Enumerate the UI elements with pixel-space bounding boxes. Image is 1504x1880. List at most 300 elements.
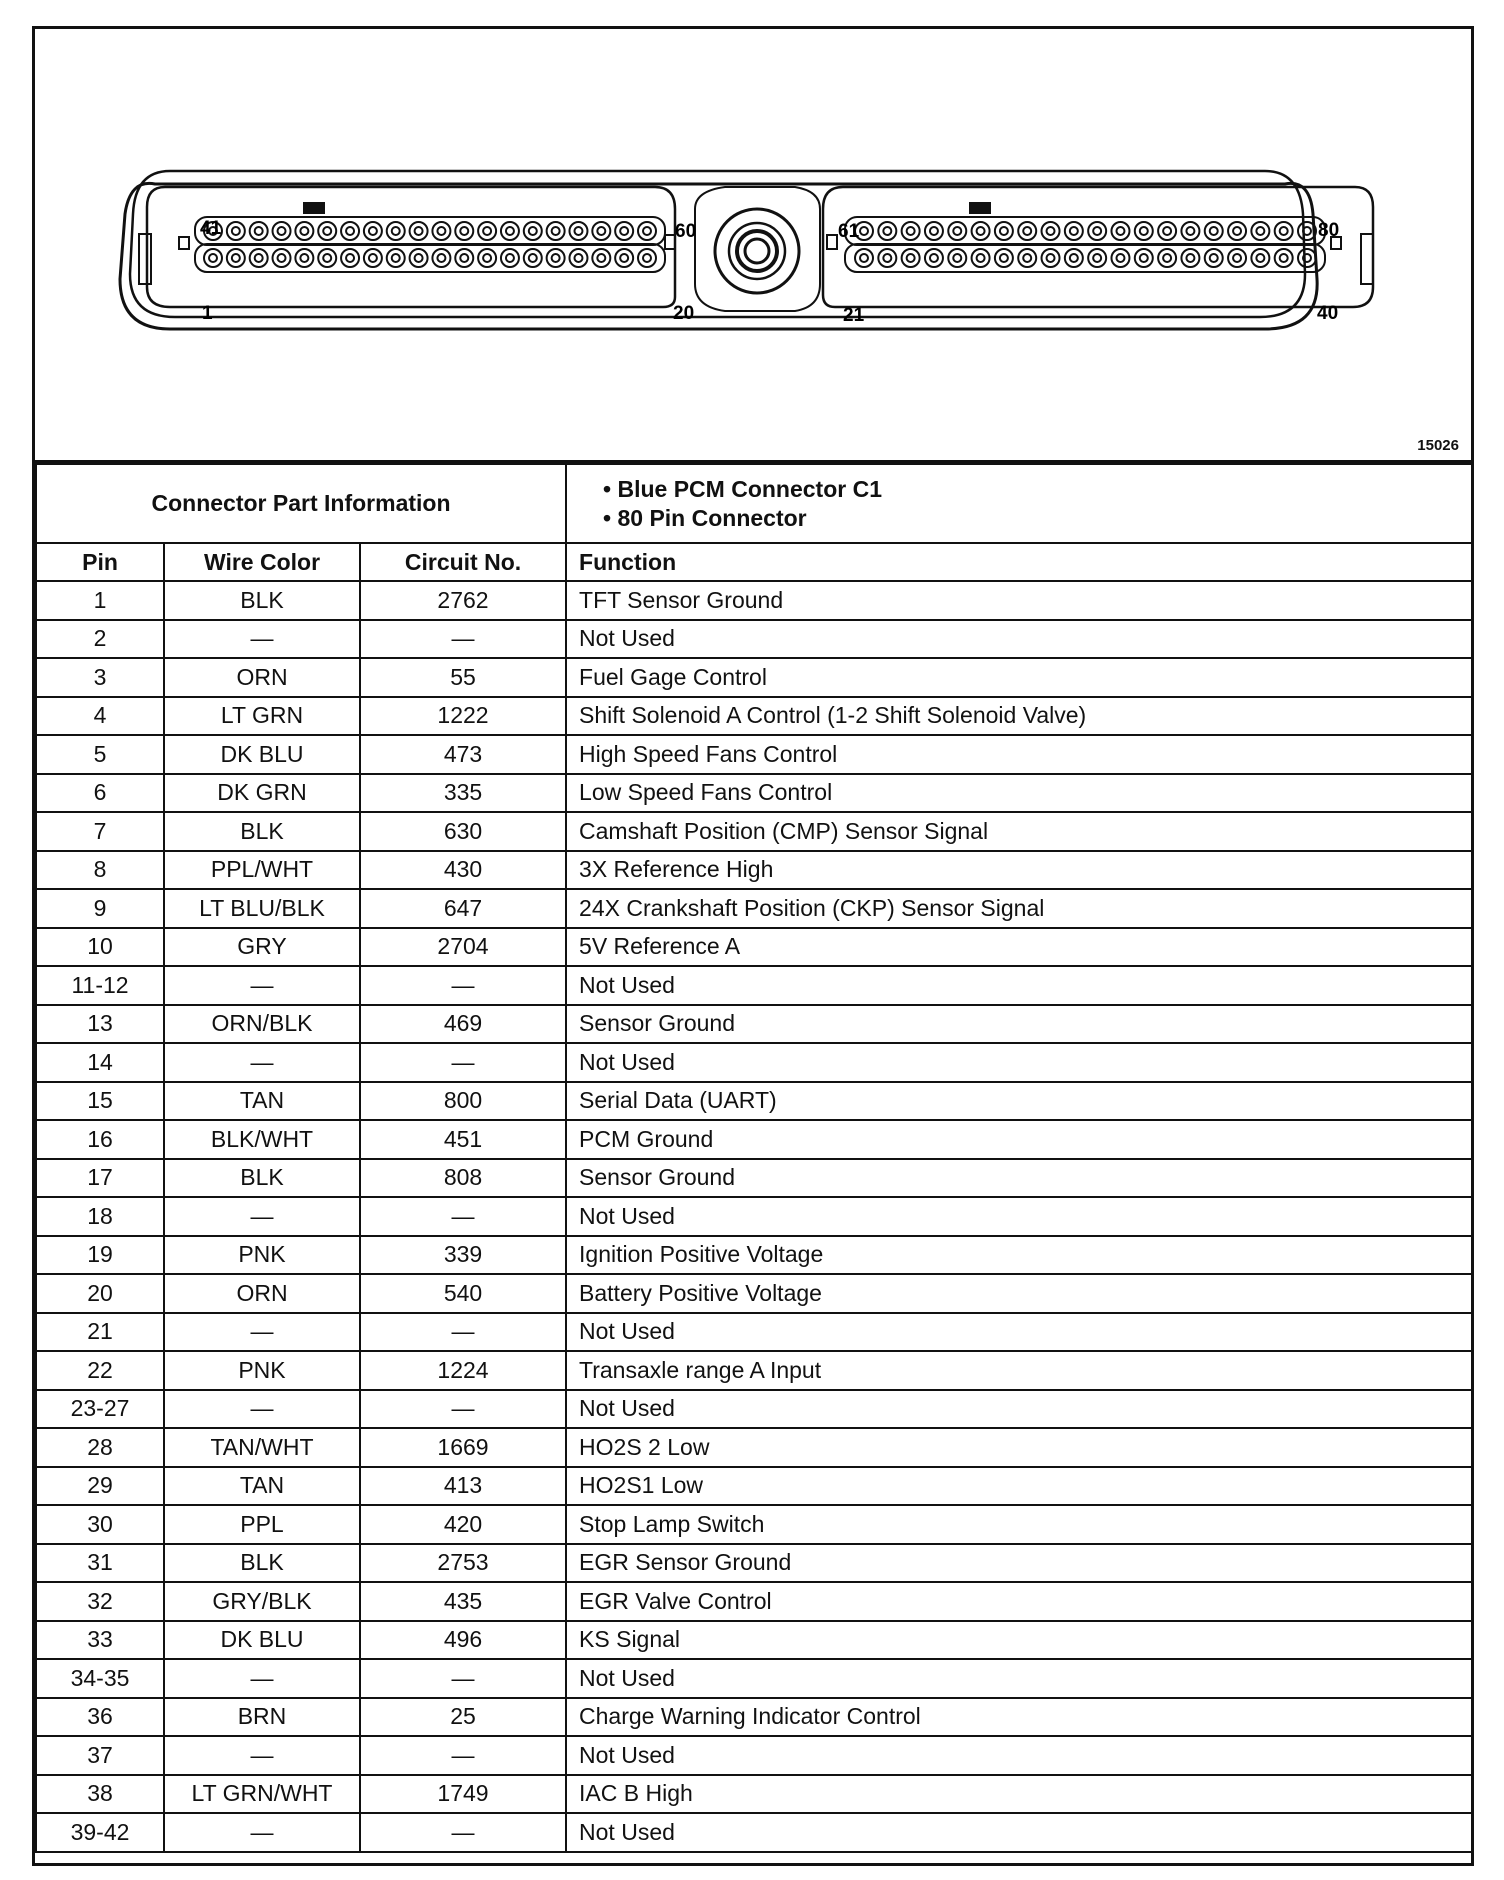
table-row bbox=[36, 1698, 1472, 1737]
left-key-tab bbox=[303, 202, 325, 214]
circuit-cell: — bbox=[360, 1813, 566, 1852]
pin-socket-hole bbox=[323, 254, 331, 262]
circuit-cell: 1749 bbox=[360, 1775, 566, 1814]
pin-socket-hole bbox=[1140, 227, 1148, 235]
pin-socket-hole bbox=[1163, 227, 1171, 235]
pin-socket-hole bbox=[483, 254, 491, 262]
circuit-cell: 420 bbox=[360, 1505, 566, 1544]
pin-socket bbox=[501, 249, 519, 267]
pin-socket bbox=[592, 222, 610, 240]
pin-socket-hole bbox=[597, 254, 605, 262]
pin-socket-hole bbox=[1210, 227, 1218, 235]
pin-socket-hole bbox=[930, 254, 938, 262]
pin-socket bbox=[1135, 249, 1153, 267]
left-bottom-row-rail bbox=[195, 244, 665, 272]
circuit-cell: 630 bbox=[360, 812, 566, 851]
pin-socket bbox=[501, 222, 519, 240]
table-row bbox=[36, 697, 1472, 736]
pin-socket-hole bbox=[1186, 254, 1194, 262]
pin-socket bbox=[995, 222, 1013, 240]
table-row bbox=[36, 1621, 1472, 1660]
wire-color-cell: ORN/BLK bbox=[164, 1005, 360, 1044]
wire-color-cell: PPL/WHT bbox=[164, 851, 360, 890]
pin-socket-hole bbox=[255, 254, 263, 262]
pin-cell: 14 bbox=[36, 1043, 164, 1082]
pin-socket-hole bbox=[907, 227, 915, 235]
pin-socket-hole bbox=[1140, 254, 1148, 262]
wire-color-cell: DK GRN bbox=[164, 774, 360, 813]
table-row bbox=[36, 1351, 1472, 1390]
wire-color-cell: TAN/WHT bbox=[164, 1428, 360, 1467]
pin-cell: 5 bbox=[36, 735, 164, 774]
connector-info-bullets bbox=[566, 464, 1472, 543]
right-bottom-row-rail bbox=[845, 244, 1325, 272]
pin-socket bbox=[1111, 222, 1129, 240]
pin-socket-hole bbox=[1093, 227, 1101, 235]
table-row bbox=[36, 1467, 1472, 1506]
function-cell: IAC B High bbox=[566, 1775, 1472, 1814]
wire-color-cell: PNK bbox=[164, 1236, 360, 1275]
pin-cell: 36 bbox=[36, 1698, 164, 1737]
pin-socket-hole bbox=[977, 227, 985, 235]
pin-socket-hole bbox=[1233, 254, 1241, 262]
pin-socket bbox=[364, 249, 382, 267]
wire-color-cell: ORN bbox=[164, 1274, 360, 1313]
function-cell: 5V Reference A bbox=[566, 928, 1472, 967]
pin-socket bbox=[1205, 222, 1223, 240]
pin-socket-hole bbox=[300, 254, 308, 262]
circuit-cell: — bbox=[360, 1197, 566, 1236]
pin-socket-hole bbox=[620, 227, 628, 235]
circuit-cell: 451 bbox=[360, 1120, 566, 1159]
circuit-cell: 55 bbox=[360, 658, 566, 697]
pin-label-80: 80 bbox=[1318, 220, 1340, 241]
wire-color-cell: BLK bbox=[164, 1159, 360, 1198]
function-cell: EGR Valve Control bbox=[566, 1582, 1472, 1621]
circuit-cell: 339 bbox=[360, 1236, 566, 1275]
pin-socket-hole bbox=[552, 254, 560, 262]
table-row bbox=[36, 1159, 1472, 1198]
circuit-cell: — bbox=[360, 1659, 566, 1698]
function-cell: Battery Positive Voltage bbox=[566, 1274, 1472, 1313]
function-cell: Fuel Gage Control bbox=[566, 658, 1472, 697]
left-latch-right bbox=[665, 235, 675, 249]
pin-socket-hole bbox=[278, 227, 286, 235]
pin-socket bbox=[1275, 249, 1293, 267]
pin-socket bbox=[902, 249, 920, 267]
pin-cell: 2 bbox=[36, 620, 164, 659]
function-cell: 3X Reference High bbox=[566, 851, 1472, 890]
pin-socket bbox=[1181, 249, 1199, 267]
right-top-row-rail bbox=[845, 217, 1325, 245]
pin-label-21: 21 bbox=[843, 305, 865, 326]
wire-color-cell: DK BLU bbox=[164, 735, 360, 774]
pin-socket bbox=[1135, 222, 1153, 240]
pin-socket-hole bbox=[953, 227, 961, 235]
pin-socket-hole bbox=[209, 254, 217, 262]
circuit-cell: 25 bbox=[360, 1698, 566, 1737]
document-frame bbox=[32, 26, 1474, 1866]
pin-socket-hole bbox=[529, 227, 537, 235]
pin-socket bbox=[1042, 249, 1060, 267]
wire-color-cell: BRN bbox=[164, 1698, 360, 1737]
pin-socket bbox=[948, 249, 966, 267]
pin-socket-hole bbox=[860, 254, 868, 262]
pin-socket bbox=[1205, 249, 1223, 267]
header-pin: Pin bbox=[36, 543, 164, 581]
pin-socket bbox=[387, 249, 405, 267]
pin-socket-hole bbox=[1093, 254, 1101, 262]
wire-color-cell: — bbox=[164, 966, 360, 1005]
pin-label-61: 61 bbox=[838, 221, 860, 242]
pin-socket bbox=[364, 222, 382, 240]
pin-socket-hole bbox=[437, 254, 445, 262]
left-side-clip bbox=[139, 234, 151, 284]
function-cell: Transaxle range A Input bbox=[566, 1351, 1472, 1390]
pin-cell: 4 bbox=[36, 697, 164, 736]
pin-socket bbox=[295, 249, 313, 267]
pin-socket bbox=[1181, 222, 1199, 240]
pin-socket-hole bbox=[415, 254, 423, 262]
pin-cell: 8 bbox=[36, 851, 164, 890]
pin-socket bbox=[1228, 249, 1246, 267]
function-cell: Shift Solenoid A Control (1-2 Shift Solenoid Valve) bbox=[566, 697, 1472, 736]
pin-cell: 21 bbox=[36, 1313, 164, 1352]
table-header-row bbox=[36, 543, 1472, 581]
circuit-cell: 2762 bbox=[360, 581, 566, 620]
wire-color-cell: GRY bbox=[164, 928, 360, 967]
pin-socket bbox=[972, 249, 990, 267]
pin-socket bbox=[273, 249, 291, 267]
pin-socket-hole bbox=[392, 227, 400, 235]
pin-socket bbox=[878, 249, 896, 267]
pin-cell: 3 bbox=[36, 658, 164, 697]
function-cell: KS Signal bbox=[566, 1621, 1472, 1660]
function-cell: Not Used bbox=[566, 1197, 1472, 1236]
function-cell: Sensor Ground bbox=[566, 1159, 1472, 1198]
pin-socket bbox=[1158, 222, 1176, 240]
circuit-cell: 435 bbox=[360, 1582, 566, 1621]
pin-socket-hole bbox=[1116, 254, 1124, 262]
pin-socket-hole bbox=[977, 254, 985, 262]
pin-socket-hole bbox=[643, 227, 651, 235]
pin-socket bbox=[925, 222, 943, 240]
left-latch bbox=[179, 237, 189, 249]
circuit-cell: 335 bbox=[360, 774, 566, 813]
function-cell: Ignition Positive Voltage bbox=[566, 1236, 1472, 1275]
pin-socket bbox=[592, 249, 610, 267]
circuit-cell: — bbox=[360, 1313, 566, 1352]
pin-socket bbox=[1275, 222, 1293, 240]
pin-socket bbox=[250, 222, 268, 240]
connector-info-bullet: • Blue PCM Connector C1 bbox=[603, 475, 882, 502]
function-cell: Not Used bbox=[566, 1813, 1472, 1852]
pin-label-60: 60 bbox=[675, 221, 697, 242]
pin-socket-hole bbox=[930, 227, 938, 235]
circuit-cell: — bbox=[360, 1043, 566, 1082]
pin-socket bbox=[902, 222, 920, 240]
pin-socket bbox=[638, 249, 656, 267]
pin-socket bbox=[995, 249, 1013, 267]
circuit-cell: 647 bbox=[360, 889, 566, 928]
pin-socket-hole bbox=[1023, 227, 1031, 235]
table-row bbox=[36, 1274, 1472, 1313]
function-cell: TFT Sensor Ground bbox=[566, 581, 1472, 620]
pin-socket bbox=[524, 222, 542, 240]
header-function: Function bbox=[566, 543, 1472, 581]
function-cell: Not Used bbox=[566, 1736, 1472, 1775]
pin-cell: 34-35 bbox=[36, 1659, 164, 1698]
circuit-cell: 1224 bbox=[360, 1351, 566, 1390]
circuit-cell: — bbox=[360, 1390, 566, 1429]
pin-socket-hole bbox=[369, 227, 377, 235]
function-cell: 24X Crankshaft Position (CKP) Sensor Signal bbox=[566, 889, 1472, 928]
wire-color-cell: — bbox=[164, 1313, 360, 1352]
pin-socket-hole bbox=[1210, 254, 1218, 262]
pin-socket bbox=[638, 222, 656, 240]
function-cell: Not Used bbox=[566, 1390, 1472, 1429]
pin-socket-hole bbox=[620, 254, 628, 262]
pin-socket-hole bbox=[860, 227, 868, 235]
pin-socket-hole bbox=[323, 227, 331, 235]
circuit-cell: 540 bbox=[360, 1274, 566, 1313]
function-cell: Not Used bbox=[566, 966, 1472, 1005]
pin-socket-hole bbox=[597, 227, 605, 235]
pin-socket bbox=[925, 249, 943, 267]
pin-socket-hole bbox=[1163, 254, 1171, 262]
function-cell: Not Used bbox=[566, 1043, 1472, 1082]
pin-cell: 19 bbox=[36, 1236, 164, 1275]
pin-socket-hole bbox=[1280, 254, 1288, 262]
right-latch-left bbox=[827, 235, 837, 249]
table-row bbox=[36, 735, 1472, 774]
wire-color-cell: LT GRN bbox=[164, 697, 360, 736]
table-row bbox=[36, 1120, 1472, 1159]
table-row bbox=[36, 1236, 1472, 1275]
table-row bbox=[36, 1005, 1472, 1044]
table-row bbox=[36, 774, 1472, 813]
circuit-cell: 496 bbox=[360, 1621, 566, 1660]
circuit-cell: — bbox=[360, 966, 566, 1005]
pin-socket-hole bbox=[574, 227, 582, 235]
circuit-cell: 469 bbox=[360, 1005, 566, 1044]
pin-socket-hole bbox=[278, 254, 286, 262]
pin-socket bbox=[455, 222, 473, 240]
pin-cell: 6 bbox=[36, 774, 164, 813]
circuit-cell: 413 bbox=[360, 1467, 566, 1506]
function-cell: Not Used bbox=[566, 1659, 1472, 1698]
pin-cell: 22 bbox=[36, 1351, 164, 1390]
table-row bbox=[36, 658, 1472, 697]
pin-socket bbox=[1111, 249, 1129, 267]
pin-socket bbox=[1018, 249, 1036, 267]
pin-socket-hole bbox=[1000, 254, 1008, 262]
pin-cell: 20 bbox=[36, 1274, 164, 1313]
pin-cell: 17 bbox=[36, 1159, 164, 1198]
pin-cell: 38 bbox=[36, 1775, 164, 1814]
wire-color-cell: — bbox=[164, 1390, 360, 1429]
pin-socket bbox=[1251, 249, 1269, 267]
function-cell: High Speed Fans Control bbox=[566, 735, 1472, 774]
pin-socket-hole bbox=[529, 254, 537, 262]
pin-socket-hole bbox=[1186, 227, 1194, 235]
pin-cell: 15 bbox=[36, 1082, 164, 1121]
pin-cell: 37 bbox=[36, 1736, 164, 1775]
pin-socket bbox=[387, 222, 405, 240]
pin-socket bbox=[455, 249, 473, 267]
wire-color-cell: — bbox=[164, 620, 360, 659]
pin-socket bbox=[227, 222, 245, 240]
bolt-center bbox=[745, 239, 769, 263]
pin-socket bbox=[273, 222, 291, 240]
pin-socket-hole bbox=[574, 254, 582, 262]
pin-socket bbox=[341, 222, 359, 240]
pin-cell: 32 bbox=[36, 1582, 164, 1621]
circuit-cell: — bbox=[360, 620, 566, 659]
pin-socket-hole bbox=[1070, 227, 1078, 235]
function-cell: Camshaft Position (CMP) Sensor Signal bbox=[566, 812, 1472, 851]
pin-socket-hole bbox=[415, 227, 423, 235]
pin-socket bbox=[318, 222, 336, 240]
table-row bbox=[36, 1197, 1472, 1236]
pin-cell: 23-27 bbox=[36, 1390, 164, 1429]
pin-socket bbox=[569, 222, 587, 240]
circuit-cell: 430 bbox=[360, 851, 566, 890]
pin-cell: 33 bbox=[36, 1621, 164, 1660]
pin-socket bbox=[615, 222, 633, 240]
pin-socket-hole bbox=[392, 254, 400, 262]
right-side-clip bbox=[1361, 234, 1373, 284]
wire-color-cell: — bbox=[164, 1659, 360, 1698]
pin-cell: 29 bbox=[36, 1467, 164, 1506]
pin-socket-hole bbox=[232, 227, 240, 235]
table-row bbox=[36, 1813, 1472, 1852]
circuit-cell: 808 bbox=[360, 1159, 566, 1198]
wire-color-cell: DK BLU bbox=[164, 1621, 360, 1660]
table-row bbox=[36, 1659, 1472, 1698]
wire-color-cell: PNK bbox=[164, 1351, 360, 1390]
pin-cell: 39-42 bbox=[36, 1813, 164, 1852]
left-top-row-rail bbox=[195, 217, 665, 245]
pin-socket-hole bbox=[1047, 227, 1055, 235]
circuit-cell: 1222 bbox=[360, 697, 566, 736]
pin-socket-hole bbox=[506, 227, 514, 235]
pin-cell: 10 bbox=[36, 928, 164, 967]
circuit-cell: 473 bbox=[360, 735, 566, 774]
pin-socket bbox=[432, 222, 450, 240]
pin-socket bbox=[948, 222, 966, 240]
wire-color-cell: GRY/BLK bbox=[164, 1582, 360, 1621]
table-row bbox=[36, 581, 1472, 620]
pin-cell: 28 bbox=[36, 1428, 164, 1467]
pin-socket bbox=[1228, 222, 1246, 240]
header-circuit: Circuit No. bbox=[360, 543, 566, 581]
pin-socket bbox=[615, 249, 633, 267]
table-row bbox=[36, 1082, 1472, 1121]
table-body bbox=[36, 581, 1472, 1852]
pin-socket bbox=[547, 249, 565, 267]
wire-color-cell: — bbox=[164, 1813, 360, 1852]
header-wire-color: Wire Color bbox=[164, 543, 360, 581]
wire-color-cell: LT BLU/BLK bbox=[164, 889, 360, 928]
pin-socket-hole bbox=[883, 227, 891, 235]
wire-color-cell: ORN bbox=[164, 658, 360, 697]
pin-socket bbox=[1088, 249, 1106, 267]
pin-label-41: 41 bbox=[200, 218, 222, 239]
wire-color-cell: BLK bbox=[164, 1544, 360, 1583]
function-cell: Stop Lamp Switch bbox=[566, 1505, 1472, 1544]
pin-socket bbox=[878, 222, 896, 240]
pin-cell: 18 bbox=[36, 1197, 164, 1236]
circuit-cell: 800 bbox=[360, 1082, 566, 1121]
pin-socket-hole bbox=[552, 227, 560, 235]
table-row bbox=[36, 928, 1472, 967]
pin-cell: 30 bbox=[36, 1505, 164, 1544]
pin-socket bbox=[478, 222, 496, 240]
pin-socket-hole bbox=[1256, 254, 1264, 262]
pin-socket bbox=[1018, 222, 1036, 240]
function-cell: EGR Sensor Ground bbox=[566, 1544, 1472, 1583]
pin-socket bbox=[1298, 249, 1316, 267]
pin-socket-hole bbox=[300, 227, 308, 235]
function-cell: HO2S1 Low bbox=[566, 1467, 1472, 1506]
wire-color-cell: — bbox=[164, 1197, 360, 1236]
circuit-cell: — bbox=[360, 1736, 566, 1775]
pin-socket bbox=[341, 249, 359, 267]
pin-socket bbox=[478, 249, 496, 267]
pin-socket bbox=[855, 249, 873, 267]
function-cell: Sensor Ground bbox=[566, 1005, 1472, 1044]
function-cell: Low Speed Fans Control bbox=[566, 774, 1472, 813]
pin-socket-hole bbox=[369, 254, 377, 262]
connector-info-label: Connector Part Information bbox=[36, 464, 566, 543]
table-row bbox=[36, 1428, 1472, 1467]
pin-socket-hole bbox=[1280, 227, 1288, 235]
table-row bbox=[36, 1582, 1472, 1621]
pin-socket bbox=[547, 222, 565, 240]
connector-drawing bbox=[35, 29, 1471, 463]
table-row bbox=[36, 1775, 1472, 1814]
connector-info-row bbox=[36, 464, 1472, 543]
pin-cell: 7 bbox=[36, 812, 164, 851]
pin-socket bbox=[410, 249, 428, 267]
table-row bbox=[36, 1544, 1472, 1583]
wire-color-cell: BLK bbox=[164, 812, 360, 851]
pin-socket bbox=[1088, 222, 1106, 240]
function-cell: Serial Data (UART) bbox=[566, 1082, 1472, 1121]
wire-color-cell: TAN bbox=[164, 1082, 360, 1121]
pin-socket-hole bbox=[1070, 254, 1078, 262]
wire-color-cell: BLK bbox=[164, 581, 360, 620]
pin-socket-hole bbox=[1023, 254, 1031, 262]
pin-socket bbox=[972, 222, 990, 240]
table-row bbox=[36, 966, 1472, 1005]
circuit-cell: 2704 bbox=[360, 928, 566, 967]
pin-socket-hole bbox=[1233, 227, 1241, 235]
left-block-outline bbox=[147, 187, 675, 307]
pin-socket-hole bbox=[1047, 254, 1055, 262]
pin-label-1: 1 bbox=[202, 303, 213, 324]
wire-color-cell: LT GRN/WHT bbox=[164, 1775, 360, 1814]
wire-color-cell: — bbox=[164, 1736, 360, 1775]
table-row bbox=[36, 1313, 1472, 1352]
pin-socket-hole bbox=[346, 227, 354, 235]
table-row bbox=[36, 1043, 1472, 1082]
pin-socket bbox=[318, 249, 336, 267]
pin-socket-hole bbox=[1000, 227, 1008, 235]
table-row bbox=[36, 1505, 1472, 1544]
pin-socket bbox=[432, 249, 450, 267]
